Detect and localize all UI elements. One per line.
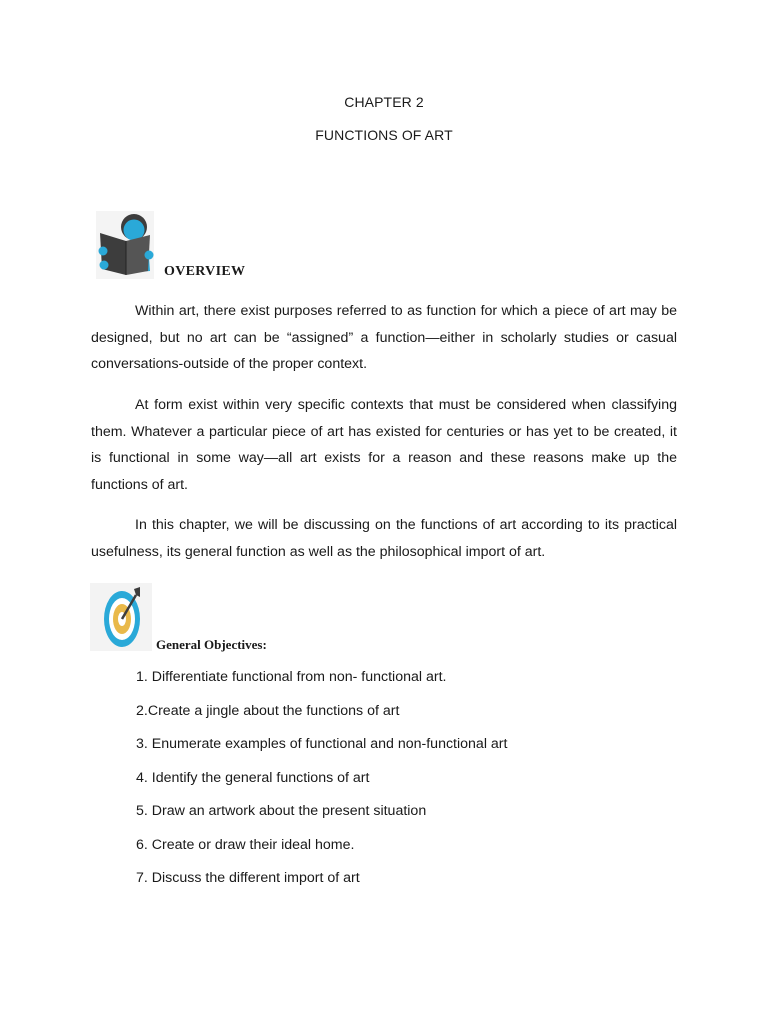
objective-item: 1. Differentiate functional from non- functional art. — [136, 669, 447, 685]
overview-paragraph-1: Within art, there exist purposes referred to as function for which a piece of art may be designed, but no art can be “assigned” a function—either in scholarly studies or casual conversations-outside of the proper context. — [91, 303, 677, 372]
objectives-list — [136, 666, 507, 901]
overview-heading: OVERVIEW — [164, 264, 246, 279]
objective-item: 6. Create or draw their ideal home. — [136, 836, 355, 853]
objective-item: 4. Identify the general functions of art — [136, 769, 370, 786]
chapter-title: FUNCTIONS OF ART — [315, 127, 453, 143]
objective-item: 7. Discuss the different import of art — [136, 870, 360, 886]
objective-item: 5. Draw an artwork about the present situation — [136, 803, 427, 819]
overview-paragraph-2: At form exist within very specific contexts that must be considered when classifying them. Whatever a particular piece of art has existed for centuries or has yet to be created, it is functional in some way—all art exists for a reason and these reasons make up the functions of art. — [91, 397, 677, 493]
reader-icon — [96, 211, 154, 279]
objective-item: 2.Create a jingle about the functions of art — [136, 702, 400, 719]
chapter-number: CHAPTER 2 — [344, 94, 424, 110]
objectives-heading: General Objectives: — [156, 637, 267, 652]
objective-item: 3. Enumerate examples of functional and non-functional art — [136, 736, 508, 752]
target-icon — [90, 583, 152, 651]
overview-paragraph-3: In this chapter, we will be discussing on the functions of art according to its practical usefulness, its general function as well as the philosophical import of art. — [91, 517, 677, 560]
